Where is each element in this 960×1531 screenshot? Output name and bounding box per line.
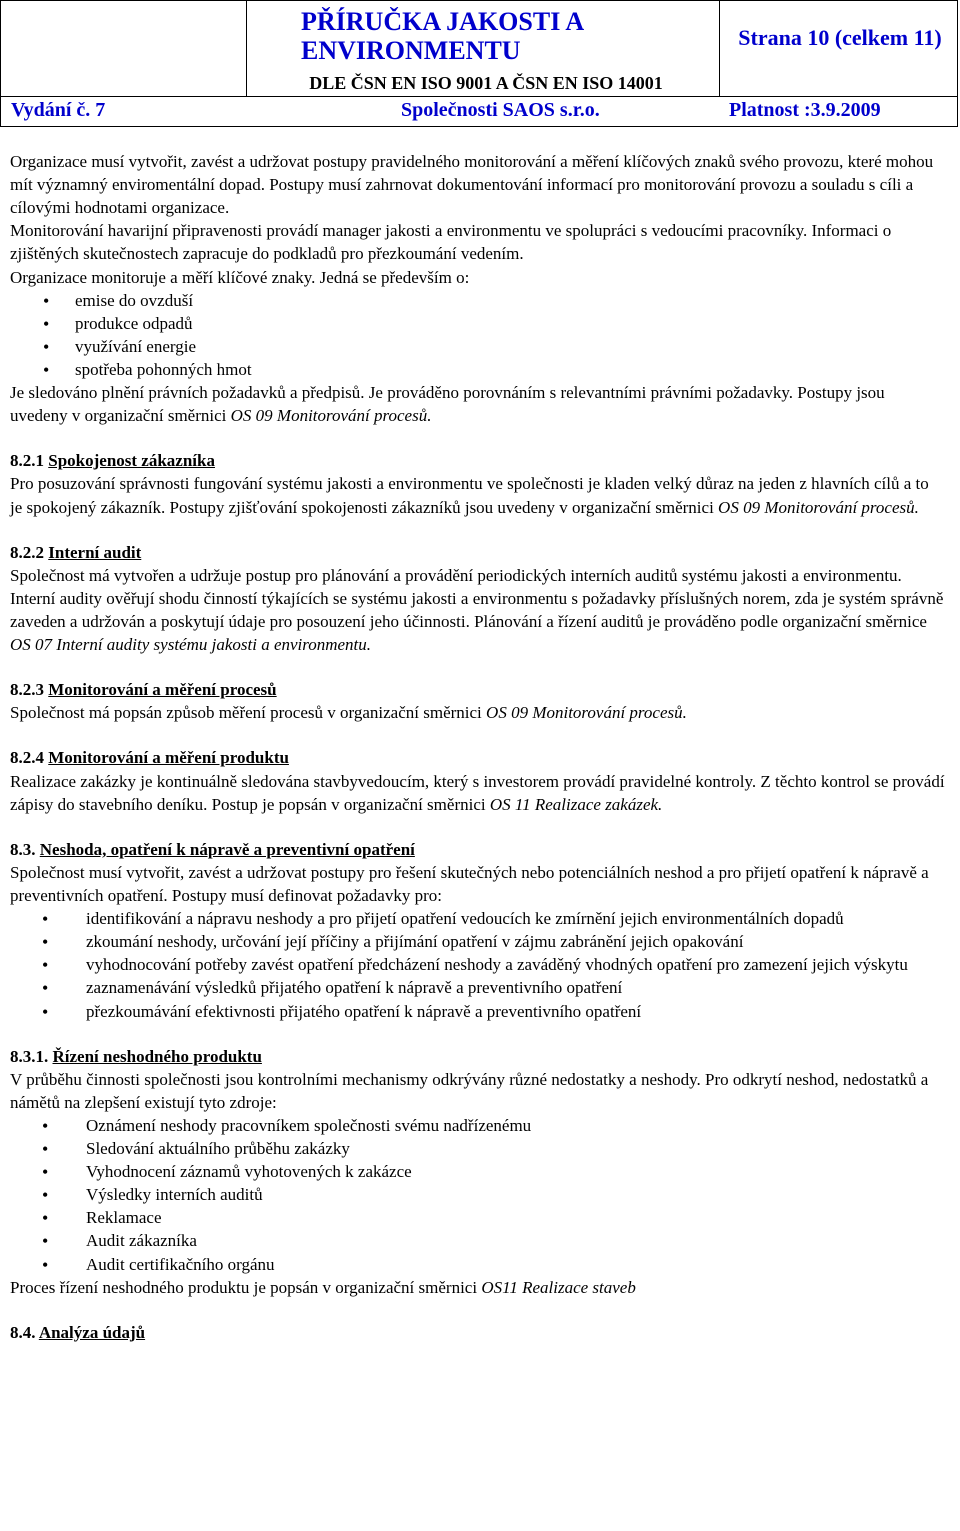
title-line-1: PŘÍRUČKA JAKOSTI A xyxy=(301,7,585,36)
section-heading xyxy=(10,678,945,701)
directive-reference: OS 07 Interní audity systému jakosti a environmentu. xyxy=(10,635,372,655)
section-number: 8.3. xyxy=(10,839,36,859)
section-heading xyxy=(10,838,945,861)
bullet-list xyxy=(10,289,945,381)
list-item: • zaznamenávání výsledků přijatého opatření k nápravě a preventivního opatření xyxy=(10,976,945,999)
list-item: • spotřeba pohonných hmot xyxy=(10,358,945,381)
directive-reference: OS 09 Monitorování procesů. xyxy=(486,703,687,723)
section-heading xyxy=(10,1321,945,1344)
section-heading xyxy=(10,746,945,769)
directive-reference: OS 11 Realizace zakázek. xyxy=(489,794,663,814)
paragraph xyxy=(10,1276,945,1299)
section-number: 8.3.1. xyxy=(10,1046,49,1066)
paragraph-text: Společnost má vytvořen a udržuje postup pro plánování a provádění periodických interních auditů systému jakosti a environmentu. Interní audity ověřují shodu činností týkajících se systému jakosti a environmentu s požadavky příslušných norem, zda je systém správně zaveden a udržován a poskytují údaje pro posouzení jeho účinnosti. Plánování a řízení auditů je prováděno podle organizační směrnice xyxy=(10,565,944,631)
paragraph xyxy=(10,701,945,724)
section-title: Analýza údajů xyxy=(38,1322,146,1342)
paragraph xyxy=(10,564,945,656)
company-name: Společnosti SAOS s.r.o. xyxy=(401,99,600,121)
list-item: • přezkoumávání efektivnosti přijatého opatření k nápravě a preventivního opatření xyxy=(10,1000,945,1023)
section-number: 8.2.3 xyxy=(10,680,44,700)
paragraph: Monitorování havarijní připravenosti provádí manager jakosti a environmentu ve spolupráci s vedoucími pracovníky. Informaci o zjištěných skutečnostech zapracuje do podkladů pro přezkoumání vedením. xyxy=(10,221,892,264)
paragraph xyxy=(10,381,945,427)
directive-reference: OS 09 Monitorování procesů. xyxy=(718,497,919,517)
bullet-list xyxy=(10,1114,945,1276)
section-number: 8.2.4 xyxy=(10,748,44,768)
paragraph-text: Pro posuzování správnosti fungování systému jakosti a environmentu ve společnosti je kladen velký důraz na jeden z hlavních cílů a to je spokojený zákazník. Postupy zjišťování spokojenosti zákazníků jsou uvedeny v organizační směrnici xyxy=(10,474,929,517)
paragraph-text: Společnost má popsán způsob měření procesů v organizační směrnici xyxy=(10,703,487,723)
document-title xyxy=(301,7,721,65)
list-item: • identifikování a nápravu neshody a pro přijetí opatření vedoucích ke zmírnění jejich environmentálních dopadů xyxy=(10,907,945,930)
document-body xyxy=(10,150,945,1344)
list-item: • využívání energie xyxy=(10,335,945,358)
section-title: Interní audit xyxy=(48,542,142,562)
paragraph: V průběhu činnosti společnosti jsou kontrolními mechanismy odkrývány různé nedostatky a neshody. Pro odkrytí neshod, nedostatků a námětů na zlepšení existují tyto zdroje: xyxy=(10,1069,929,1112)
list-item: • Vyhodnocení záznamů vyhotovených k zakázce xyxy=(10,1160,945,1183)
paragraph-text: Proces řízení neshodného produktu je popsán v organizační směrnici xyxy=(10,1277,482,1297)
bullet-list xyxy=(10,907,945,1023)
page-number: Strana 10 (celkem 11) xyxy=(738,25,942,50)
document-subtitle: DLE ČSN EN ISO 9001 A ČSN EN ISO 14001 xyxy=(309,73,663,93)
header-divider xyxy=(246,1,247,96)
directive-reference: OS11 Realizace staveb xyxy=(481,1277,636,1297)
document-header xyxy=(0,0,958,127)
list-item: • Reklamace xyxy=(10,1206,945,1229)
list-item: • zkoumání neshody, určování její příčiny a přijímání opatření v zájmu zabránění jejich opakování xyxy=(10,930,945,953)
section-heading xyxy=(10,1045,945,1068)
section-heading xyxy=(10,541,945,564)
list-item: • emise do ovzduší xyxy=(10,289,945,312)
paragraph: Společnost musí vytvořit, zavést a udržovat postupy pro řešení skutečných nebo potenciálních neshod a pro přijetí opatření k nápravě a preventivních opatření. Postupy musí definovat požadavky pro: xyxy=(10,862,929,905)
paragraph xyxy=(10,472,945,518)
directive-reference: OS 09 Monitorování procesů. xyxy=(230,406,432,426)
section-heading xyxy=(10,449,945,472)
section-title: Řízení neshodného produktu xyxy=(52,1046,262,1066)
list-item: • Sledování aktuálního průběhu zakázky xyxy=(10,1137,945,1160)
list-item: • Oznámení neshody pracovníkem společnosti svému nadřízenému xyxy=(10,1114,945,1137)
section-title: Neshoda, opatření k nápravě a preventivní opatření xyxy=(39,839,415,859)
issue-number: Vydání č. 7 xyxy=(11,99,106,121)
paragraph xyxy=(10,770,945,816)
section-title: Monitorování a měření produktu xyxy=(48,748,289,768)
validity-date: Platnost :3.9.2009 xyxy=(729,99,881,121)
list-item: • vyhodnocování potřeby zavést opatření předcházení neshody a zaváděný vhodných opatření pro zamezení jejich výskytu xyxy=(10,953,945,976)
section-title: Spokojenost zákazníka xyxy=(48,451,215,471)
paragraph: Organizace monitoruje a měří klíčové znaky. Jedná se především o: xyxy=(10,267,470,287)
section-title: Monitorování a měření procesů xyxy=(48,680,277,700)
list-item: • Audit certifikačního orgánu xyxy=(10,1253,945,1276)
section-number: 8.2.2 xyxy=(10,542,44,562)
paragraph: Organizace musí vytvořit, zavést a udržovat postupy pravidelného monitorování a měření klíčových znaků svého provozu, které mohou mít významný enviromentální dopad. Postupy musí zahrnovat dokumentování informací pro monitorování provozu a souladu s cíli a cílovými hodnotami organizace. xyxy=(10,152,934,218)
list-item: • Audit zákazníka xyxy=(10,1229,945,1252)
list-item: • Výsledky interních auditů xyxy=(10,1183,945,1206)
title-line-2: ENVIRONMENTU xyxy=(301,36,521,66)
paragraph-text: Je sledováno plnění právních požadavků a předpisů. Je prováděno porovnáním s relevantními právními požadavky. Postupy jsou uvedeny v organizační směrnici xyxy=(10,383,885,426)
paragraph-text: Realizace zakázky je kontinuálně sledována stavbyvedoucím, který s investorem provádí pravidelné kontroly. Z těchto kontrol se provádí zápisy do stavebního deníku. Postup je popsán v organizační směrnici xyxy=(10,771,945,814)
list-item: • produkce odpadů xyxy=(10,312,945,335)
section-number: 8.4. xyxy=(10,1322,36,1342)
section-number: 8.2.1 xyxy=(10,451,44,471)
